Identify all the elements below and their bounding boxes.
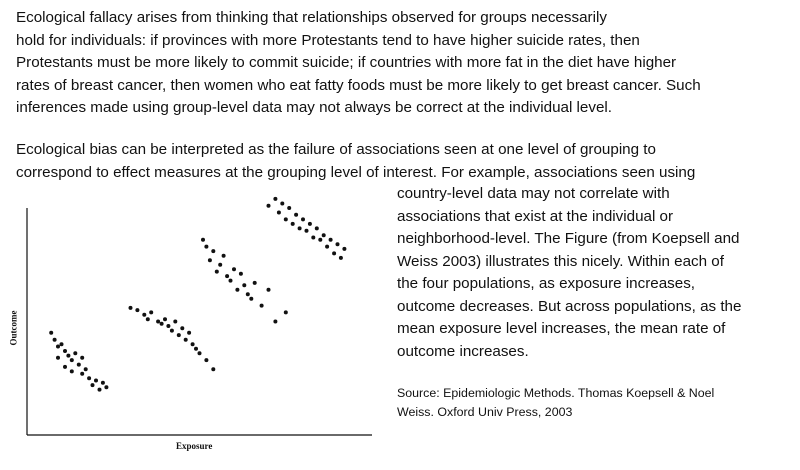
data-point — [184, 338, 188, 342]
data-point — [156, 320, 160, 324]
text-line: outcome increases. — [397, 342, 529, 360]
data-point — [218, 263, 222, 267]
data-point — [260, 304, 264, 308]
data-point — [73, 351, 77, 355]
data-point — [49, 331, 53, 335]
text-line: Ecological fallacy arises from thinking that relationships observed for groups necessarily — [16, 9, 607, 26]
data-point — [305, 229, 309, 233]
data-point — [70, 369, 74, 373]
data-point — [60, 342, 64, 346]
source-citation — [397, 384, 714, 422]
data-point — [129, 306, 133, 310]
citation-line: Weiss. Oxford Univ Press, 2003 — [397, 405, 573, 419]
text-line: mean exposure level increases, the mean rate of — [397, 320, 726, 337]
data-point — [273, 320, 277, 324]
data-point — [204, 245, 208, 249]
data-point — [98, 388, 102, 392]
text-line: correspond to effect measures at the grouping level of interest. For example, associations seen using — [16, 163, 696, 181]
data-point — [56, 345, 60, 349]
text-line: Ecological bias can be interpreted as the failure of associations seen at one level of grouping to — [16, 141, 656, 158]
data-point — [163, 317, 167, 321]
data-point — [104, 385, 108, 389]
text-line: the four populations, as exposure increases, — [397, 275, 696, 292]
data-point — [301, 217, 305, 221]
data-point — [273, 197, 277, 201]
data-point — [201, 238, 205, 242]
text-line: rates of breast cancer, then women who eat fatty foods must be more likely to get breast cancer. Such — [16, 76, 701, 94]
data-point — [325, 245, 329, 249]
data-point — [66, 354, 70, 358]
data-point — [239, 272, 243, 276]
text-line: neighborhood-level. The Figure (from Koepsell and — [397, 230, 740, 247]
data-point — [232, 267, 236, 271]
data-point — [146, 317, 150, 321]
data-point — [339, 256, 343, 260]
data-point — [204, 358, 208, 362]
text-line: Protestants must be more likely to commit suicide; if countries with more fat in the diet have higher — [16, 54, 677, 71]
data-point — [329, 238, 333, 242]
data-point — [101, 381, 105, 385]
data-point — [308, 222, 312, 226]
data-point — [63, 349, 67, 353]
x-axis-label: Exposure — [176, 441, 213, 451]
data-point — [311, 236, 315, 240]
data-point — [70, 358, 74, 362]
data-point — [277, 211, 281, 215]
data-point — [291, 222, 295, 226]
scatter-figure — [0, 190, 392, 470]
y-axis-label: Outcome — [8, 310, 19, 346]
data-point — [284, 310, 288, 314]
data-point — [318, 238, 322, 242]
text-line: outcome decreases. But across populations, as the — [397, 297, 742, 315]
data-point — [177, 333, 181, 337]
data-point — [180, 326, 184, 330]
data-point — [322, 233, 326, 237]
data-point — [284, 217, 288, 221]
data-point — [211, 249, 215, 253]
data-point — [187, 331, 191, 335]
data-point — [267, 204, 271, 208]
data-point — [225, 274, 229, 278]
data-point — [211, 367, 215, 371]
data-point — [280, 202, 284, 206]
paragraph-ecological-bias — [16, 139, 695, 184]
text-line: associations that exist at the individual or — [397, 207, 674, 225]
data-point — [170, 329, 174, 333]
paragraph-figure-explanation — [397, 183, 741, 363]
data-point — [294, 213, 298, 217]
data-point — [332, 251, 336, 255]
data-point — [342, 247, 346, 251]
data-point — [253, 281, 257, 285]
data-point — [246, 292, 250, 296]
scatter-plot — [0, 190, 392, 440]
data-point — [198, 351, 202, 355]
data-point — [84, 367, 88, 371]
data-point — [173, 320, 177, 324]
text-line: inferences made using group-level data may not always be correct at the individual level. — [16, 99, 613, 116]
text-line: country-level data may not correlate with — [397, 185, 670, 202]
data-point — [315, 226, 319, 230]
data-point — [267, 288, 271, 292]
data-point — [94, 379, 98, 383]
paragraph-ecological-fallacy — [16, 7, 701, 120]
data-point — [80, 356, 84, 360]
data-point — [249, 297, 253, 301]
data-point — [56, 356, 60, 360]
data-point — [229, 279, 233, 283]
data-point — [298, 226, 302, 230]
data-point — [194, 347, 198, 351]
data-point — [91, 383, 95, 387]
data-point — [142, 313, 146, 317]
data-point — [87, 376, 91, 380]
data-point — [63, 365, 67, 369]
text-line: hold for individuals: if provinces with more Protestants tend to have higher suicide rates, then — [16, 31, 640, 49]
data-point — [160, 322, 164, 326]
data-point — [235, 288, 239, 292]
data-point — [80, 372, 84, 376]
data-point — [242, 283, 246, 287]
data-point — [336, 242, 340, 246]
text-line: Weiss 2003) illustrates this nicely. Within each of — [397, 252, 724, 270]
data-point — [166, 324, 170, 328]
data-point — [222, 254, 226, 258]
data-point — [215, 270, 219, 274]
data-point — [287, 206, 291, 210]
data-point — [135, 308, 139, 312]
data-point — [53, 338, 57, 342]
data-point — [208, 258, 212, 262]
data-point — [77, 363, 81, 367]
data-point — [149, 310, 153, 314]
data-point — [191, 342, 195, 346]
citation-line: Source: Epidemiologic Methods. Thomas Koepsell & Noel — [397, 386, 715, 400]
